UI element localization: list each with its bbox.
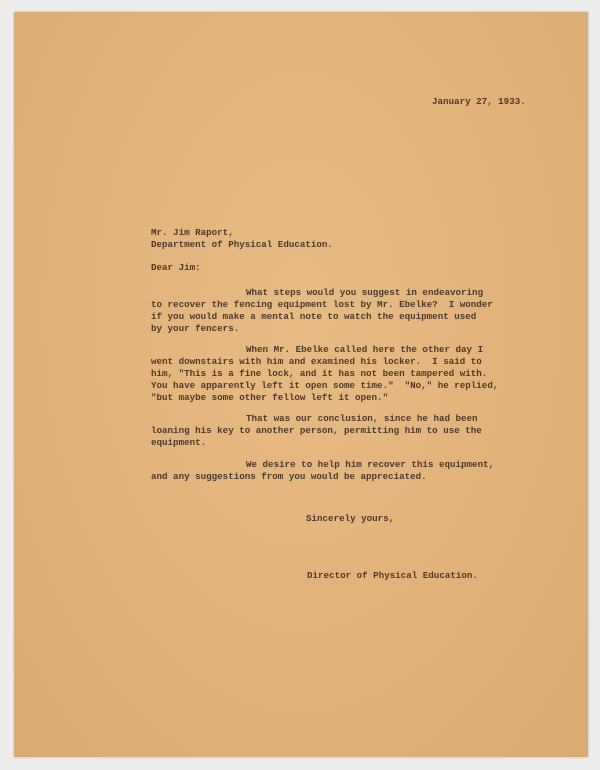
paragraph-line: That was our conclusion, since he had been [246,413,478,424]
closing: Sincerely yours, [306,513,395,524]
paragraph-line: to recover the fencing equipment lost by Mr. Ebelke? I wonder [151,299,493,310]
letter-date: January 27, 1933. [432,96,526,107]
paragraph-line: if you would make a mental note to watch the equipment used [151,311,477,322]
recipient-name: Mr. Jim Raport, [151,227,234,238]
paragraph-line: When Mr. Ebelke called here the other day I [246,344,484,355]
paragraph-line: You have apparently left it open some time." "No," he replied, [151,380,499,391]
paragraph-line: and any suggestions from you would be appreciated. [151,471,427,482]
paragraph-line: loaning his key to another person, permitting him to use the [151,425,482,436]
recipient-address [151,227,333,251]
salutation: Dear Jim: [151,262,201,273]
paragraph-line: equipment. [151,437,207,448]
paragraph-1 [151,287,493,335]
paragraph-2 [151,344,498,404]
paragraph-line: What steps would you suggest in endeavoring [246,287,484,298]
signature-line: Director of Physical Education. [307,570,478,581]
paragraph-line: We desire to help him recover this equipment, [246,459,495,470]
paragraph-3 [151,413,482,449]
paragraph-4 [151,459,494,483]
paragraph-line: went downstairs with him and examined his locker. I said to [151,356,482,367]
paragraph-line: "but maybe some other fellow left it open." [151,392,389,403]
paragraph-line: by your fencers. [151,323,240,334]
recipient-department: Department of Physical Education. [151,239,333,250]
paragraph-line: him, "This is a fine lock, and it has not been tampered with. [151,368,488,379]
